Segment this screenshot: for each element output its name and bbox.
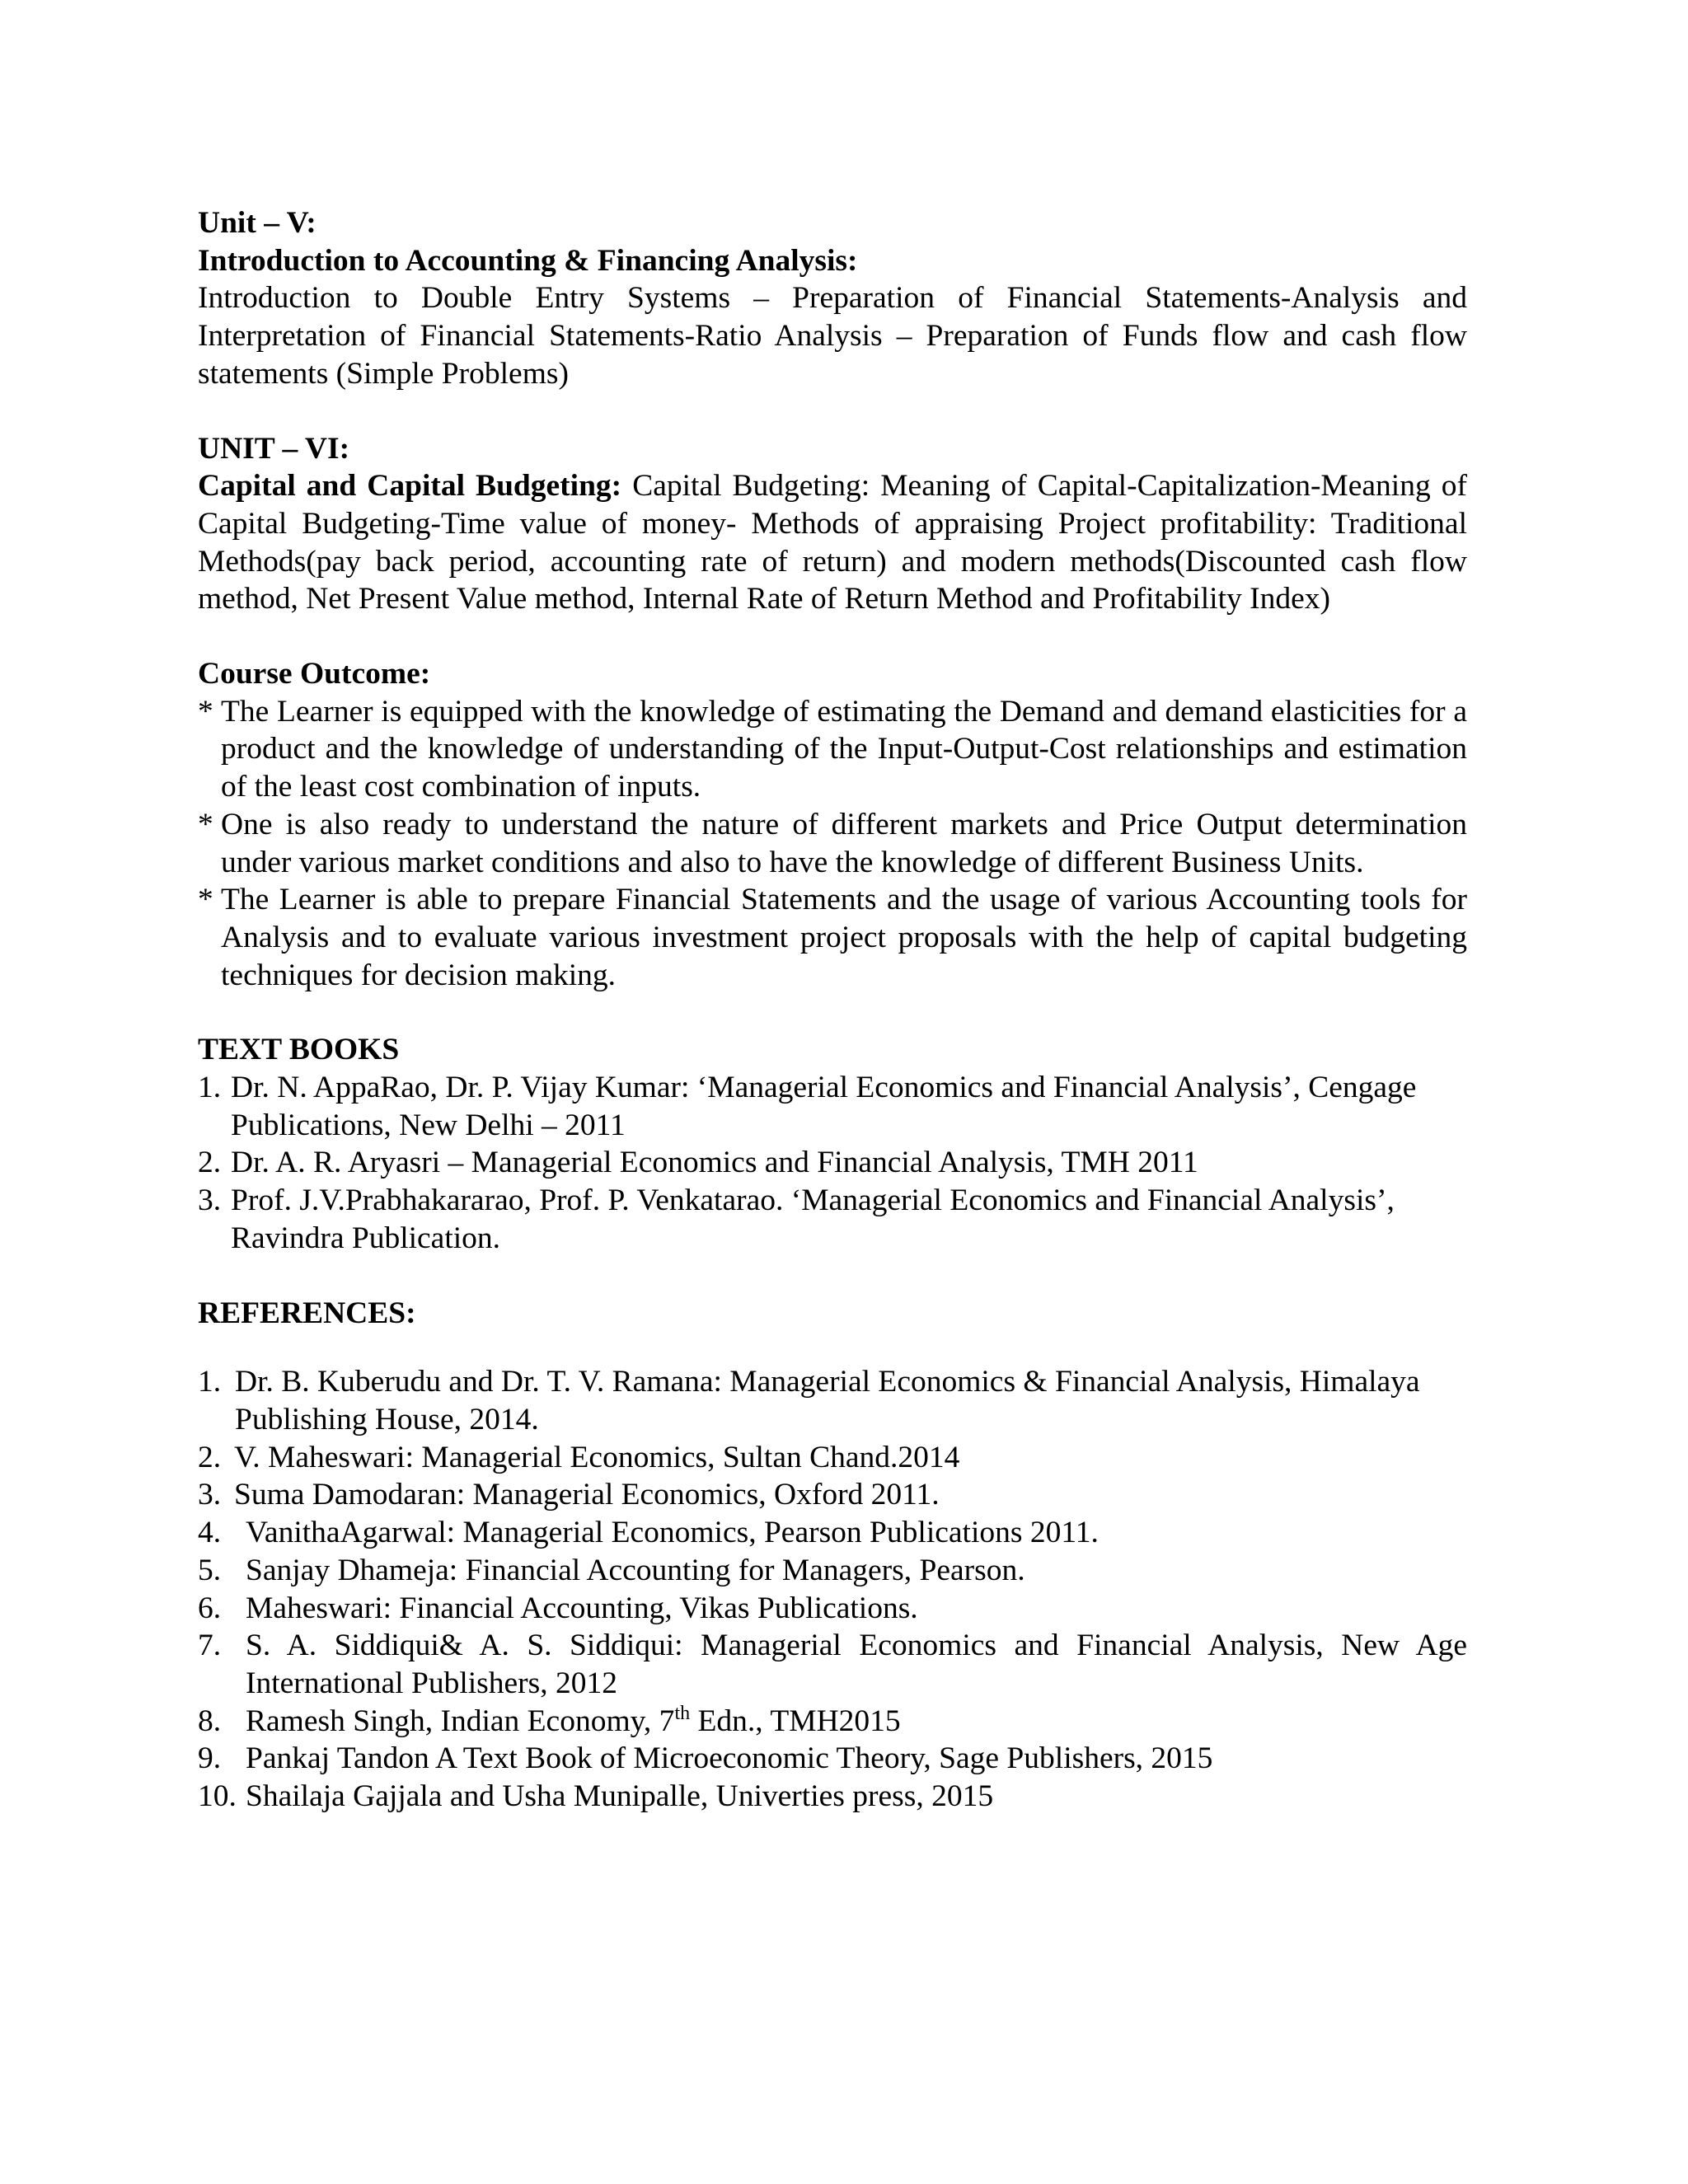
text-books-heading: TEXT BOOKS — [198, 1033, 400, 1067]
outcome-item — [198, 693, 1467, 806]
section-gap — [198, 1332, 1467, 1363]
reference-text: S. A. Siddiqui& A. S. Siddiqui: Managerial Economics and Financial Analysis, New Age International Publishers, 2012 — [246, 1629, 1467, 1700]
reference-number: 9. — [198, 1741, 222, 1776]
text-book-item — [198, 1182, 1467, 1257]
reference-item — [198, 1476, 1467, 1514]
reference-text: Pankaj Tandon A Text Book of Microeconomic Theory, Sage Publishers, 2015 — [246, 1741, 1213, 1776]
outcome-text: The Learner is equipped with the knowledge of estimating the Demand and demand elasticities for a product and the knowledge of understanding of the Input-Output-Cost relationships and estimation of the least cost combination of inputs. — [221, 694, 1467, 804]
reference-item — [198, 1552, 1467, 1590]
unit6-text: Capital Budgeting: Meaning of Capital-Capitalization-Meaning of Capital Budgeting-Time value of money- Methods of appraising Project profitability: Traditional Methods(pay back period, accounting rate of return) and modern methods(Discounted cash flow method, Net Present Value method, Internal Rate of Return Method and Profitability Index) — [198, 469, 1467, 616]
text-book-number: 3. — [198, 1183, 222, 1218]
unit6-lead: Capital and Capital Budgeting: — [198, 469, 622, 504]
reference-item — [198, 1778, 1467, 1816]
reference-text: Maheswari: Financial Accounting, Vikas Publications. — [246, 1591, 918, 1625]
section-gap — [198, 994, 1467, 1031]
reference-number: 8. — [198, 1704, 222, 1738]
unit5-body: Introduction to Double Entry Systems – Preparation of Financial Statements-Analysis and Interpretation of Financial Statements-Ratio Analysis – Preparation of Funds flow and cash flow statements (Simple Problems) — [198, 281, 1467, 391]
reference-text: Suma Damodaran: Managerial Economics, Oxford 2011. — [234, 1478, 940, 1512]
reference-number: 6. — [198, 1591, 222, 1625]
reference-number: 5. — [198, 1553, 222, 1587]
reference-superscript: th — [674, 1702, 691, 1724]
outcome-text: The Learner is able to prepare Financial Statements and the usage of various Accounting tools for Analysis and to evaluate various investment project proposals with the help of capital budgeting techniques for decision making. — [221, 883, 1467, 992]
outcome-item — [198, 806, 1467, 881]
reference-number: 3. — [198, 1478, 222, 1512]
reference-item — [198, 1627, 1467, 1702]
reference-text: VanithaAgarwal: Managerial Economics, Pearson Publications 2011. — [246, 1516, 1099, 1550]
section-gap — [198, 1258, 1467, 1295]
text-book-text: Prof. J.V.Prabhakararao, Prof. P. Venkatarao. ‘Managerial Economics and Financial Analysis’, Ravindra Publication. — [231, 1183, 1395, 1255]
outcome-bullet: * — [198, 883, 213, 917]
unit6-body — [198, 467, 1467, 618]
reference-item — [198, 1703, 1467, 1741]
references-heading: REFERENCES: — [198, 1296, 416, 1330]
outcome-bullet: * — [198, 807, 213, 841]
reference-number: 7. — [198, 1629, 222, 1663]
text-book-item — [198, 1144, 1467, 1182]
unit5-title: Introduction to Accounting & Financing Analysis: — [198, 243, 858, 278]
outcome-bullet: * — [198, 694, 213, 729]
unit6-heading: UNIT – VI: — [198, 431, 350, 466]
reference-number: 10. — [198, 1779, 237, 1814]
outcome-text: One is also ready to understand the nature of different markets and Price Output determination under various market conditions and also to have the knowledge of different Business Units. — [221, 807, 1467, 879]
section-gap — [198, 618, 1467, 655]
reference-text: Sanjay Dhameja: Financial Accounting for Managers, Pearson. — [246, 1553, 1025, 1587]
reference-text-part: Ramesh Singh, Indian Economy, 7 — [246, 1704, 675, 1738]
text-book-text: Dr. N. AppaRao, Dr. P. Vijay Kumar: ‘Managerial Economics and Financial Analysis’, Cengage Publications, New Delhi – 2011 — [231, 1071, 1417, 1142]
reference-number: 1. — [198, 1365, 222, 1399]
reference-text — [246, 1704, 901, 1738]
reference-text-part: Edn., TMH2015 — [690, 1704, 901, 1738]
outcome-item — [198, 881, 1467, 994]
reference-number: 4. — [198, 1516, 222, 1550]
reference-item — [198, 1740, 1467, 1778]
course-outcome-heading: Course Outcome: — [198, 657, 431, 691]
text-book-number: 2. — [198, 1146, 222, 1180]
text-book-number: 1. — [198, 1071, 222, 1105]
text-book-text: Dr. A. R. Aryasri – Managerial Economics and Financial Analysis, TMH 2011 — [231, 1146, 1198, 1180]
reference-text: V. Maheswari: Managerial Economics, Sultan Chand.2014 — [234, 1440, 960, 1474]
reference-item — [198, 1363, 1467, 1438]
reference-item — [198, 1514, 1467, 1552]
reference-number: 2. — [198, 1440, 222, 1474]
text-book-item — [198, 1069, 1467, 1144]
reference-text: Dr. B. Kuberudu and Dr. T. V. Ramana: Managerial Economics & Financial Analysis, Himalaya Publishing House, 2014. — [235, 1365, 1420, 1436]
section-gap — [198, 393, 1467, 430]
syllabus-page — [198, 204, 1467, 1816]
reference-item — [198, 1590, 1467, 1628]
unit5-heading: Unit – V: — [198, 206, 316, 240]
reference-text: Shailaja Gajjala and Usha Munipalle, Univerties press, 2015 — [246, 1779, 994, 1814]
reference-item — [198, 1439, 1467, 1477]
